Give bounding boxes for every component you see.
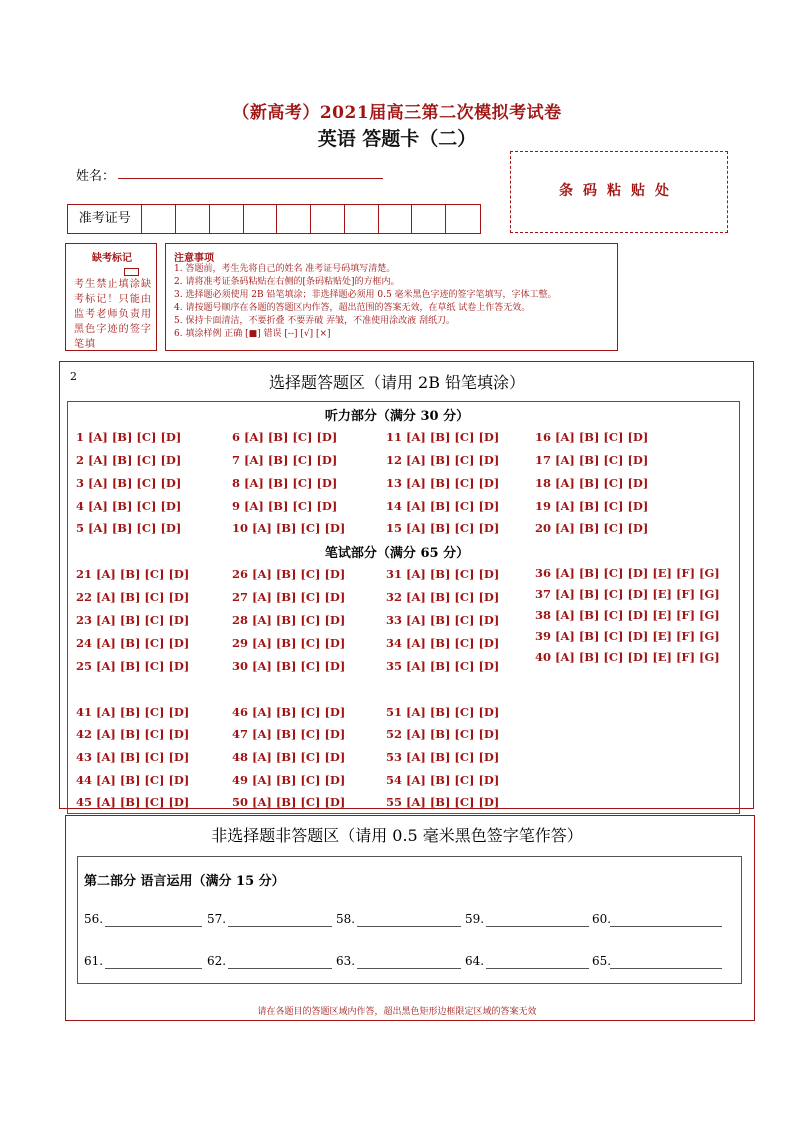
question-row[interactable]: 24 [A] [B] [C] [D] [76,636,190,650]
question-row[interactable]: 7 [A] [B] [C] [D] [232,453,338,467]
question-row[interactable]: 34 [A] [B] [C] [D] [386,636,500,650]
question-row[interactable]: 40 [A] [B] [C] [D] [E] [F] [G] [535,650,720,664]
name-field[interactable] [118,178,383,179]
note-item: 3. 选择题必须使用 2B 铅笔填涂；非选择题必须用 0.5 毫米黑色字迹的签字笔填写，字体工整。 [174,290,557,300]
exam-id-cell[interactable] [446,205,480,233]
note-item: 6. 填涂样例 正确 [■] 错误 [--] [√] [×] [174,329,331,339]
question-row[interactable]: 5 [A] [B] [C] [D] [76,521,182,535]
answer-blank[interactable] [228,926,332,927]
question-row[interactable]: 4 [A] [B] [C] [D] [76,499,182,513]
question-row[interactable]: 54 [A] [B] [C] [D] [386,773,500,787]
answer-blank[interactable] [357,926,461,927]
question-row[interactable]: 41 [A] [B] [C] [D] [76,705,190,719]
question-row[interactable]: 6 [A] [B] [C] [D] [232,430,338,444]
blank-number: 59. [465,912,485,926]
question-row[interactable]: 52 [A] [B] [C] [D] [386,727,500,741]
question-row[interactable]: 47 [A] [B] [C] [D] [232,727,346,741]
absent-mark-instructions: 考生禁止填涂缺考标记！只能由监考老师负责用黑色字迹的签字笔填 [74,279,152,350]
question-row[interactable]: 10 [A] [B] [C] [D] [232,521,346,535]
blank-number: 61. [84,954,104,968]
question-row[interactable]: 50 [A] [B] [C] [D] [232,795,346,809]
question-row[interactable]: 46 [A] [B] [C] [D] [232,705,346,719]
answer-card-title: 英语 答题卡（二） [317,128,477,150]
footer-note: 请在各题目的答题区域内作答，超出黑色矩形边框限定区域的答案无效 [257,1007,537,1017]
question-row[interactable]: 9 [A] [B] [C] [D] [232,499,338,513]
question-row[interactable]: 8 [A] [B] [C] [D] [232,476,338,490]
question-row[interactable]: 37 [A] [B] [C] [D] [E] [F] [G] [535,587,720,601]
question-row[interactable]: 16 [A] [B] [C] [D] [535,430,649,444]
answer-blank[interactable] [610,968,722,969]
exam-id-cell[interactable] [244,205,278,233]
question-row[interactable]: 27 [A] [B] [C] [D] [232,590,346,604]
part2-title: 第二部分 语言运用（满分 15 分） [84,874,285,889]
absent-mark-box [65,243,157,351]
question-row[interactable]: 18 [A] [B] [C] [D] [535,476,649,490]
question-row[interactable]: 21 [A] [B] [C] [D] [76,567,190,581]
page-number: 2 [70,370,77,383]
exam-id-cell[interactable] [412,205,446,233]
question-row[interactable]: 45 [A] [B] [C] [D] [76,795,190,809]
answer-blank[interactable] [228,968,332,969]
notes-list [174,263,614,341]
question-row[interactable]: 19 [A] [B] [C] [D] [535,499,649,513]
exam-title: （新高考）2021届高三第二次模拟考试卷 [232,103,562,123]
question-row[interactable]: 28 [A] [B] [C] [D] [232,613,346,627]
blank-number: 60. [592,912,612,926]
exam-id-cell[interactable] [210,205,244,233]
barcode-label: 条码粘贴处 [559,183,679,199]
question-row[interactable]: 22 [A] [B] [C] [D] [76,590,190,604]
exam-id-cell[interactable] [176,205,210,233]
question-row[interactable]: 1 [A] [B] [C] [D] [76,430,182,444]
question-row[interactable]: 53 [A] [B] [C] [D] [386,750,500,764]
question-row[interactable]: 35 [A] [B] [C] [D] [386,659,500,673]
blank-number: 62. [207,954,227,968]
exam-id-field [67,204,481,234]
blank-number: 64. [465,954,485,968]
question-row[interactable]: 17 [A] [B] [C] [D] [535,453,649,467]
written-section-title: 笔试部分（满分 65 分） [324,546,470,561]
question-row[interactable]: 26 [A] [B] [C] [D] [232,567,346,581]
question-row[interactable]: 12 [A] [B] [C] [D] [386,453,500,467]
answer-blank[interactable] [105,926,202,927]
nonchoice-section-title: 非选择题非答题区（请用 0.5 毫米黑色签字笔作答） [211,826,583,845]
answer-blank[interactable] [610,926,722,927]
question-row[interactable]: 23 [A] [B] [C] [D] [76,613,190,627]
exam-id-cell[interactable] [277,205,311,233]
question-row[interactable]: 13 [A] [B] [C] [D] [386,476,500,490]
question-row[interactable]: 44 [A] [B] [C] [D] [76,773,190,787]
note-item: 1. 答题前，考生先将自己的姓名 准考证号码填写清楚。 [174,264,396,274]
question-row[interactable]: 42 [A] [B] [C] [D] [76,727,190,741]
question-row[interactable]: 20 [A] [B] [C] [D] [535,521,649,535]
question-row[interactable]: 51 [A] [B] [C] [D] [386,705,500,719]
question-row[interactable]: 55 [A] [B] [C] [D] [386,795,500,809]
answer-blank[interactable] [486,968,589,969]
note-item: 5. 保持卡面清洁，不要折叠 不要弄破 弄皱，不准使用涂改液 刮纸刀。 [174,316,456,326]
absent-mark-title: 缺考标记 [92,253,132,264]
question-row[interactable]: 38 [A] [B] [C] [D] [E] [F] [G] [535,608,720,622]
blank-number: 63. [336,954,356,968]
exam-id-label: 准考证号 [68,205,142,233]
note-item: 4. 请按题号顺序在各题的答题区内作答，超出范围的答案无效，在草纸 试卷上作答无效。 [174,303,531,313]
absent-mark-checkbox[interactable] [124,268,139,276]
question-row[interactable]: 48 [A] [B] [C] [D] [232,750,346,764]
blank-number: 58. [336,912,356,926]
exam-id-cell[interactable] [345,205,379,233]
question-row[interactable]: 30 [A] [B] [C] [D] [232,659,346,673]
question-row[interactable]: 33 [A] [B] [C] [D] [386,613,500,627]
name-label: 姓名： [76,169,116,184]
question-row[interactable]: 14 [A] [B] [C] [D] [386,499,500,513]
question-row[interactable]: 11 [A] [B] [C] [D] [386,430,500,444]
exam-id-cell[interactable] [142,205,176,233]
question-row[interactable]: 39 [A] [B] [C] [D] [E] [F] [G] [535,629,720,643]
notes-title: 注意事项 [174,253,214,264]
question-row[interactable]: 43 [A] [B] [C] [D] [76,750,190,764]
question-row[interactable]: 15 [A] [B] [C] [D] [386,521,500,535]
question-row[interactable]: 3 [A] [B] [C] [D] [76,476,182,490]
blank-number: 56. [84,912,104,926]
listening-section-title: 听力部分（满分 30 分） [324,409,470,424]
question-row[interactable]: 36 [A] [B] [C] [D] [E] [F] [G] [535,566,720,580]
blank-number: 65. [592,954,612,968]
question-row[interactable]: 49 [A] [B] [C] [D] [232,773,346,787]
answer-blank[interactable] [486,926,589,927]
question-row[interactable]: 29 [A] [B] [C] [D] [232,636,346,650]
question-row[interactable]: 25 [A] [B] [C] [D] [76,659,190,673]
question-row[interactable]: 2 [A] [B] [C] [D] [76,453,182,467]
choice-section-title: 选择题答题区（请用 2B 铅笔填涂） [268,373,526,392]
notes-box [165,243,618,351]
answer-blank[interactable] [357,968,461,969]
exam-id-cell[interactable] [379,205,413,233]
blank-number: 57. [207,912,227,926]
exam-id-cell[interactable] [311,205,345,233]
question-row[interactable]: 32 [A] [B] [C] [D] [386,590,500,604]
note-item: 2. 请将准考证条码粘贴在右侧的[条码粘贴处]的方框内。 [174,277,400,287]
answer-blank[interactable] [105,968,202,969]
question-row[interactable]: 31 [A] [B] [C] [D] [386,567,500,581]
